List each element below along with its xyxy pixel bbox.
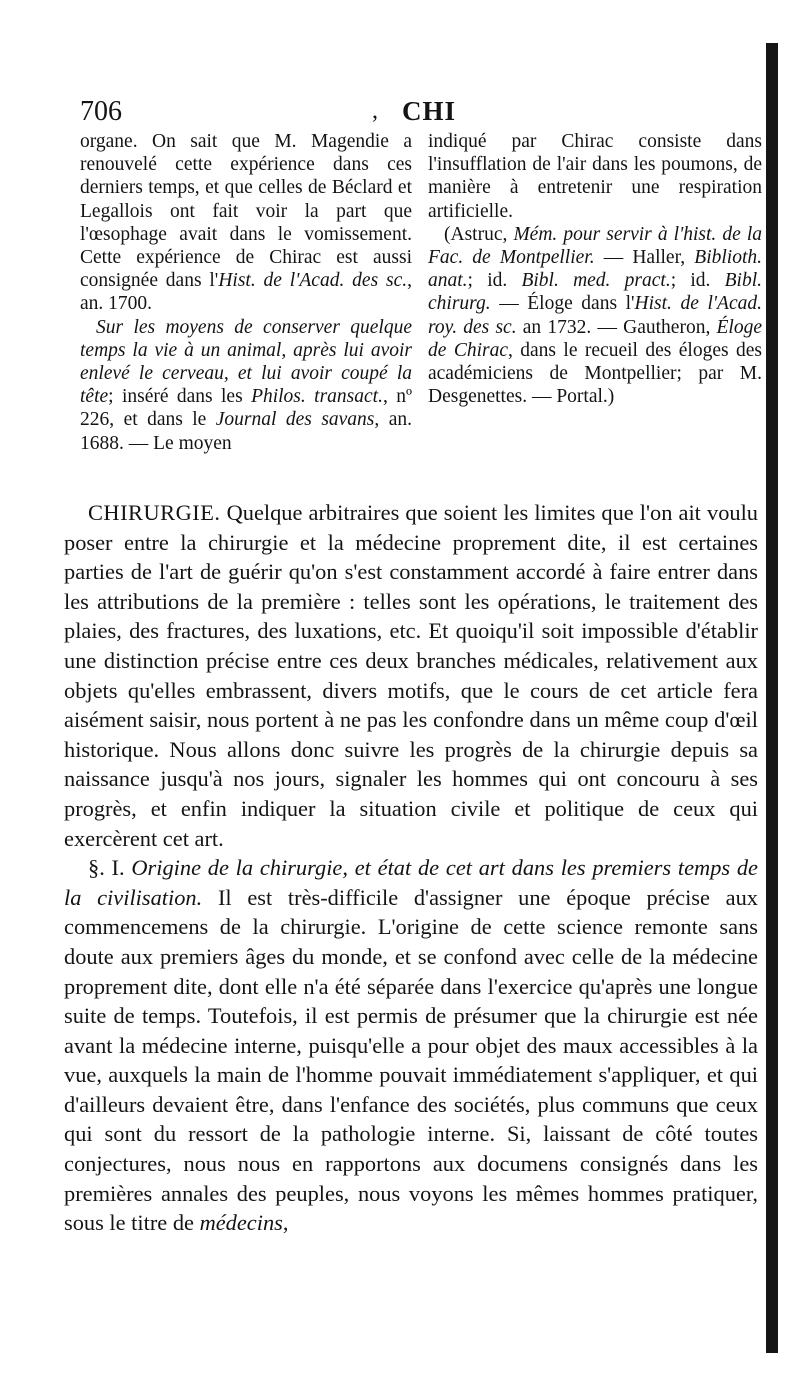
section-number: §. I. <box>88 855 132 881</box>
right-column-references: (Astruc, Mém. pour servir à l'hist. de la Fac. de Montpellier. — Haller, Biblioth. anat.; id. Bibl. med. pract.; id. Bibl. chirurg. — Éloge dans l'Hist. de l'Acad. roy. des sc. an 1732. — Gautheron, Éloge de Chirac, dans le recueil des éloges des académiciens de Montpellier; par M. Desgenettes. — Portal.) <box>428 223 763 408</box>
running-head: CHI <box>402 96 457 126</box>
right-column <box>428 130 762 408</box>
left-column-paragraph: organe. On sait que M. Magendie a renouvelé cette expérience dans ces derniers temps, et que celles de Béclard et Legallois ont fait voir la part que l'œsophage avait dans le vomissement. Cette expérience de Chirac est aussi consignée dans l'Hist. de l'Acad. des sc., an. 1700. <box>80 131 412 315</box>
right-column-paragraph: indiqué par Chirac consiste dans l'insufflation de l'air dans les poumons, de manière à entretenir une respiration artificielle. <box>428 131 762 222</box>
article-headword: CHIRURGIE. <box>88 500 221 525</box>
left-column <box>80 130 412 455</box>
article-intro-paragraph: CHIRURGIE. Quelque arbitraires que soient les limites que l'on ait voulu poser entre la chirurgie et la médecine proprement dite, il est certaines parties de l'art de guérir qu'on s'est constamment accordé à faire entrer dans les attributions de la première : telles sont les opérations, le traitement des plaies, des fractures, des luxations, etc. Et quoiqu'il soit impossible d'établir une distinction précise entre ces deux branches médicales, relativement aux objets qu'elles embrassent, divers motifs, que le cours de cet article fera aisément saisir, nous portent à ne pas les confondre dans un même coup d'œil historique. Nous allons donc suivre les progrès de la chirurgie depuis sa naissance jusqu'à nos jours, signaler les hommes qui ont concouru à ses progrès, et enfin indiquer la situation civile et politique de ceux qui exercèrent cet art. <box>64 500 758 851</box>
section-paragraph: §. I. Origine de la chirurgie, et état de cet art dans les premiers temps de la civilisation. Il est très-difficile d'assigner une époque précise aux commencemens de la chirurgie. L'origine de cette science remonte sans doute aux premiers âges du monde, et se confond avec celle de la médecine proprement dite, dont elle n'a été séparée dans l'exercice qu'après une longue suite de temps. Toutefois, il est permis de présumer que la chirurgie est née avant la médecine interne, puisqu'elle a pour objet des maux accessibles à la vue, auxquels la main de l'homme pouvait immédiatement s'appliquer, et qui d'ailleurs devaient être, dans l'enfance des sociétés, plus communs que ceux qui sont du ressort de la pathologie interne. Si, laissant de côté toutes conjectures, nous nous en rapportons aux documens consignés dans les premières annales des peuples, nous voyons les mêmes hommes pratiquer, sous le titre de médecins, <box>64 855 758 1236</box>
header-mark: , <box>372 98 378 124</box>
section-title: Origine de la chirurgie, et état de cet art dans les premiers temps de la civilisation. <box>64 855 758 910</box>
page-edge-shadow <box>766 43 778 1353</box>
article-body <box>64 498 758 1238</box>
left-column-reference: Sur les moyens de conserver quelque temps la vie à un animal, après lui avoir enlevé le cerveau, et lui avoir coupé la tête; inséré dans les Philos. transact., nº 226, et dans le Journal des savans, an. 1688. — Le moyen <box>80 316 413 454</box>
page-number: 706 <box>80 96 122 127</box>
